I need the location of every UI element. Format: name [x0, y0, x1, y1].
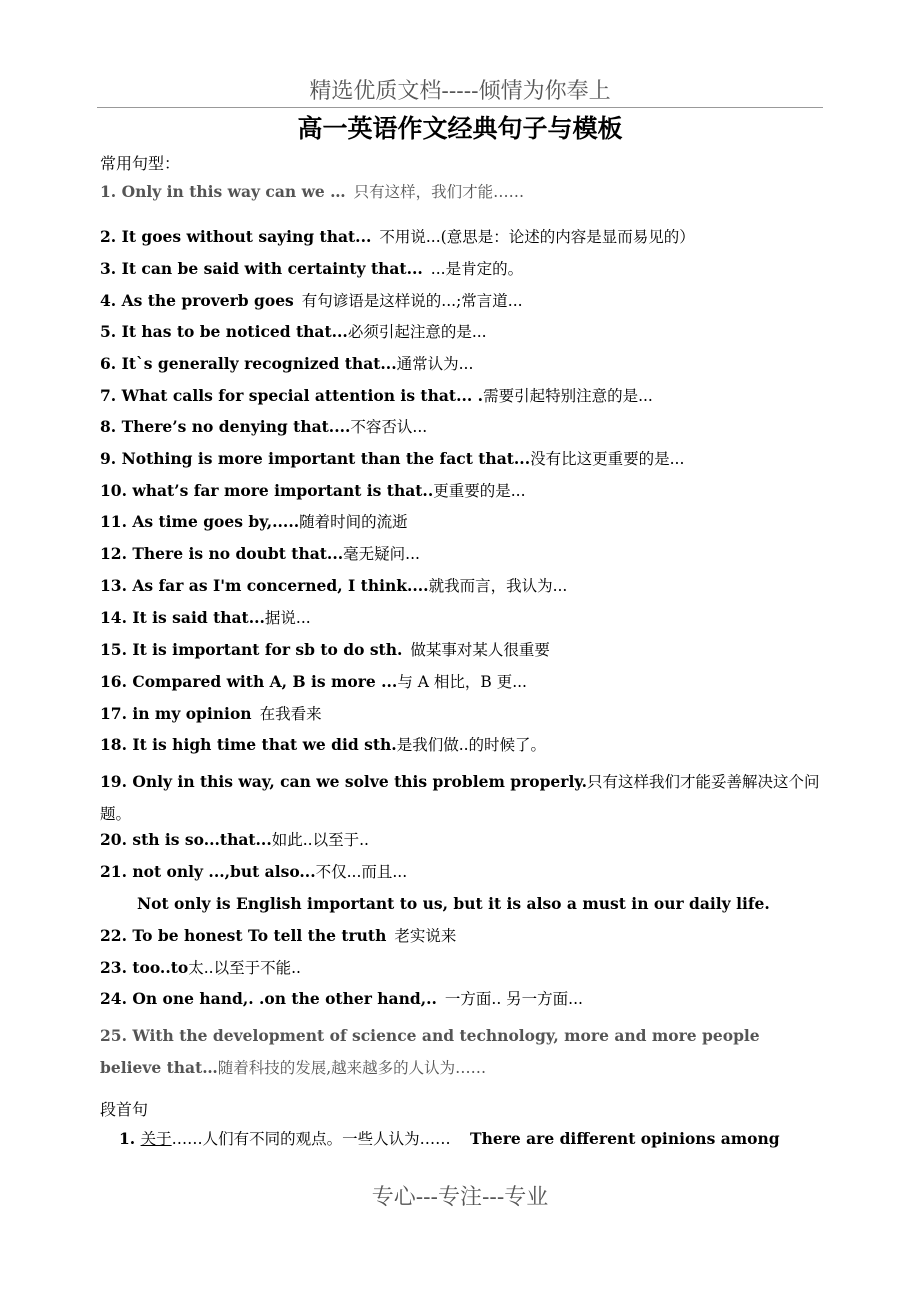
item-chinese: 不容否认...: [350, 418, 428, 436]
item-english: 21. not only ...,but also...: [100, 862, 316, 881]
item-english: Not only is English important to us, but it is also a must in our daily life.: [137, 894, 770, 913]
item-english: 1. Only in this way can we …: [100, 182, 346, 201]
item-english: 16. Compared with A, B is more ...: [100, 672, 398, 691]
sentence-item: [100, 988, 822, 1010]
sentence-item: [100, 448, 822, 470]
item-english: 23. too..to: [100, 958, 189, 977]
sentence-item: [100, 957, 822, 979]
item-english: 5. It has to be noticed that...: [100, 322, 348, 341]
sentence-item: [100, 181, 822, 203]
item-english: 9. Nothing is more important than the fact that...: [100, 449, 531, 468]
item-chinese: 一方面.. 另一方面...: [444, 990, 583, 1008]
item-chinese: 太..以至于不能..: [188, 959, 301, 977]
item-english: 24. On one hand,. .on the other hand,..: [100, 989, 437, 1008]
item-chinese: 不仅...而且...: [315, 863, 408, 881]
sentence-item: [100, 575, 822, 597]
page-header: 精选优质文档-----倾情为你奉上: [309, 79, 611, 104]
item-english: 17. in my opinion: [100, 704, 252, 723]
item-english: 4. As the proverb goes: [100, 291, 294, 310]
item-english: 12. There is no doubt that...: [100, 544, 344, 563]
item-chinese: 做某事对某人很重要: [410, 641, 550, 659]
sentence-item: [100, 861, 822, 883]
sentence-item: [100, 321, 822, 343]
item-english: 8. There’s no denying that....: [100, 417, 351, 436]
item-chinese: 随着科技的发展,越来越多的人认为……: [217, 1059, 487, 1077]
item-number: 1.: [119, 1129, 136, 1148]
section-heading-opening-sentences: 段首句: [100, 1100, 149, 1119]
header-divider: [97, 107, 823, 108]
document-title: 高一英语作文经典句子与模板: [297, 114, 623, 143]
sentence-item: [100, 766, 822, 830]
item-chinese: ……人们有不同的观点。一些人认为……: [171, 1130, 451, 1148]
sentence-item: [100, 829, 822, 851]
item-english: 6. It`s generally recognized that...: [100, 354, 397, 373]
item-english: 11. As time goes by,.....: [100, 512, 300, 531]
opening-sentence-item: [119, 1128, 822, 1150]
item-chinese: ...是肯定的。: [430, 260, 524, 278]
sentence-item: [100, 639, 822, 661]
sentence-item: [100, 734, 822, 756]
item-chinese: 据说...: [264, 609, 311, 627]
item-chinese: 通常认为...: [396, 355, 474, 373]
item-english: 19. Only in this way, can we solve this problem properly.: [100, 772, 587, 791]
item-chinese: 只有这样，我们才能……: [353, 183, 525, 201]
item-english: 25. With the development of science and technology, more and more people believe that…: [100, 1026, 760, 1077]
sentence-item: [100, 226, 822, 248]
sentence-item: [100, 258, 822, 280]
item-chinese: 更重要的是...: [433, 482, 526, 500]
item-chinese: 就我而言，我认为...: [428, 577, 568, 595]
sentence-item: [100, 353, 822, 375]
sentence-item: [100, 416, 822, 438]
sentence-item: [100, 925, 822, 947]
sentence-item: [100, 1020, 822, 1084]
item-english: 18. It is high time that we did sth.: [100, 735, 397, 754]
item-chinese: 需要引起特别注意的是...: [483, 387, 653, 405]
item-english: 15. It is important for sb to do sth.: [100, 640, 403, 659]
sentence-item: [100, 671, 822, 693]
item-english: 10. what’s far more important is that..: [100, 481, 434, 500]
sentence-item: [100, 480, 822, 502]
item-english: There are different opinions among: [470, 1129, 780, 1148]
item-chinese: 只有这样我们才能妥善解决这个问题。: [100, 773, 820, 823]
sentence-item: [100, 511, 822, 533]
item-english: 22. To be honest To tell the truth: [100, 926, 387, 945]
item-chinese: 没有比这更重要的是...: [530, 450, 685, 468]
sentence-item: [100, 703, 822, 725]
item-english: 20. sth is so...that...: [100, 830, 272, 849]
item-chinese: 是我们做..的时候了。: [396, 736, 547, 754]
sentence-item: [137, 893, 859, 915]
item-chinese: 在我看来: [259, 705, 322, 723]
item-chinese: 有句谚语是这样说的...;常言道...: [301, 292, 523, 310]
sentence-item: [100, 543, 822, 565]
sentence-item: [100, 607, 822, 629]
underlined-word: 关于: [140, 1130, 172, 1148]
item-chinese: 随着时间的流逝: [299, 513, 408, 531]
item-chinese: 与 A 相比，B 更...: [397, 673, 527, 691]
item-chinese: 不用说...(意思是：论述的内容是显而易见的）: [379, 228, 695, 246]
item-chinese: 必须引起注意的是...: [347, 323, 487, 341]
section-heading-common-patterns: 常用句型：: [100, 154, 181, 173]
item-english: 14. It is said that...: [100, 608, 265, 627]
item-english: 2. It goes without saying that...: [100, 227, 372, 246]
item-english: 13. As far as I'm concerned, I think....: [100, 576, 429, 595]
sentence-item: [100, 290, 822, 312]
sentence-item: [100, 385, 822, 407]
item-chinese: 毫无疑问...: [343, 545, 420, 563]
item-chinese: 如此..以至于..: [271, 831, 369, 849]
page-footer: 专心---专注---专业: [371, 1185, 549, 1210]
item-english: 7. What calls for special attention is that... .: [100, 386, 484, 405]
item-chinese: 老实说来: [394, 927, 457, 945]
item-english: 3. It can be said with certainty that...: [100, 259, 423, 278]
